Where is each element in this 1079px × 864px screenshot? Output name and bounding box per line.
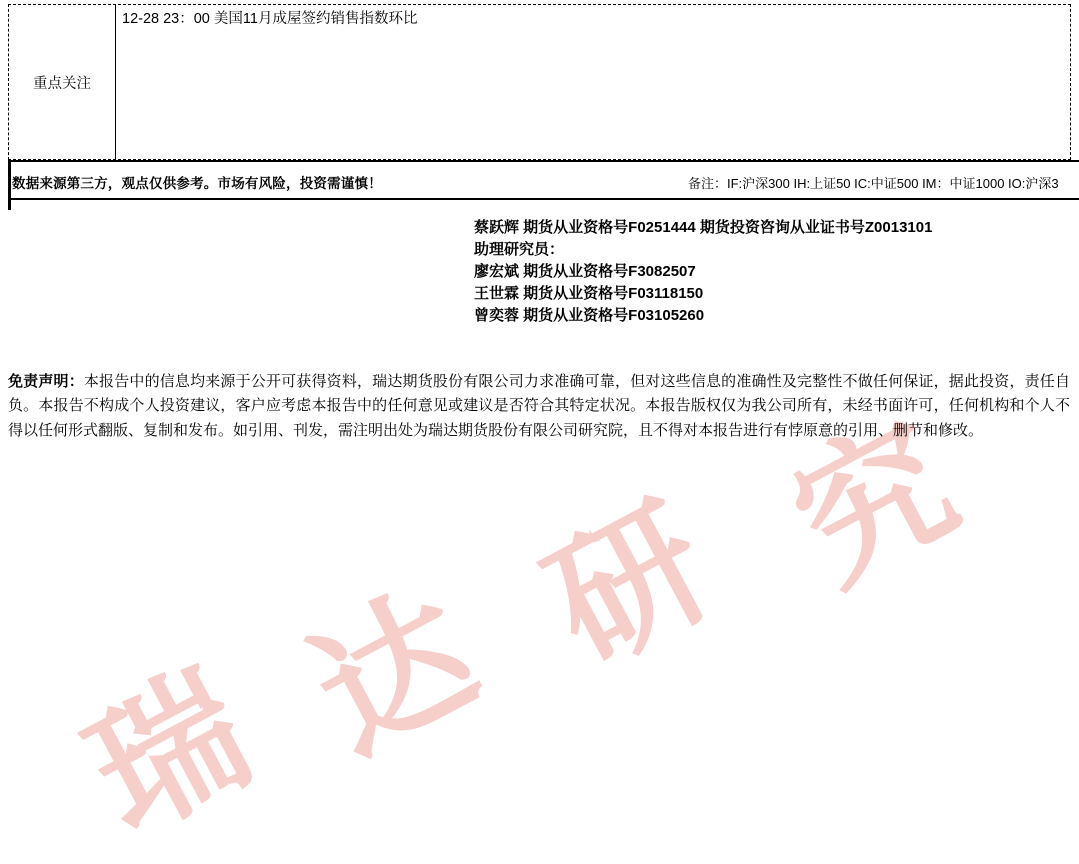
data-source-note: 数据来源第三方，观点仅供参考。市场有风险，投资需谨慎！ (12, 176, 382, 191)
watermark-char: 究 (769, 396, 981, 614)
analyst-credentials (474, 217, 932, 326)
analyst-line: 廖宏斌 期货从业资格号F3082507 (474, 262, 696, 280)
index-code-legend: 备注：IF:沪深300 IH:上证50 IC:中证500 IM：中证1000 IO:沪深3 (688, 176, 1059, 191)
analyst-line: 蔡跃辉 期货从业资格号F0251444 期货投资咨询从业证书号Z0013101 (474, 219, 933, 236)
focus-table-row-header: 重点关注 (9, 5, 116, 159)
watermark-char: 达 (289, 566, 501, 784)
watermark-char: 瑞 (64, 646, 276, 864)
focus-event-item: 12-28 23：00 美国11月成屋签约销售指数环比 (122, 11, 418, 27)
focus-table-content (116, 5, 1070, 159)
focus-events-table (8, 4, 1071, 160)
assistant-researchers-label: 助理研究员： (474, 240, 565, 258)
disclaimer-title: 免责声明： (8, 373, 84, 390)
footnote-row (8, 160, 1079, 200)
analyst-line: 曾奕蓉 期货从业资格号F03105260 (474, 306, 705, 324)
disclaimer-section (8, 370, 1070, 443)
disclaimer-body: 本报告中的信息均来源于公开可获得资料，瑞达期货股份有限公司力求准确可靠，但对这些信息的准确性及完整性不做任何保证，据此投资，责任自负。本报告不构成个人投资建议，客户应考虑本报告中的任何意见或建议是否符合其特定状况。本报告版权仅为我公司所有，未经书面许可，任何机构和个人不得以任何形式翻版、复制和发布。如引用、刊发，需注明出处为瑞达期货股份有限公司研究院，且不得对本报告进行有悖原意的引用、删节和修改。 (8, 373, 1070, 439)
watermark-char: 研 (524, 478, 736, 696)
analyst-line: 王世霖 期货从业资格号F03118150 (474, 284, 704, 302)
